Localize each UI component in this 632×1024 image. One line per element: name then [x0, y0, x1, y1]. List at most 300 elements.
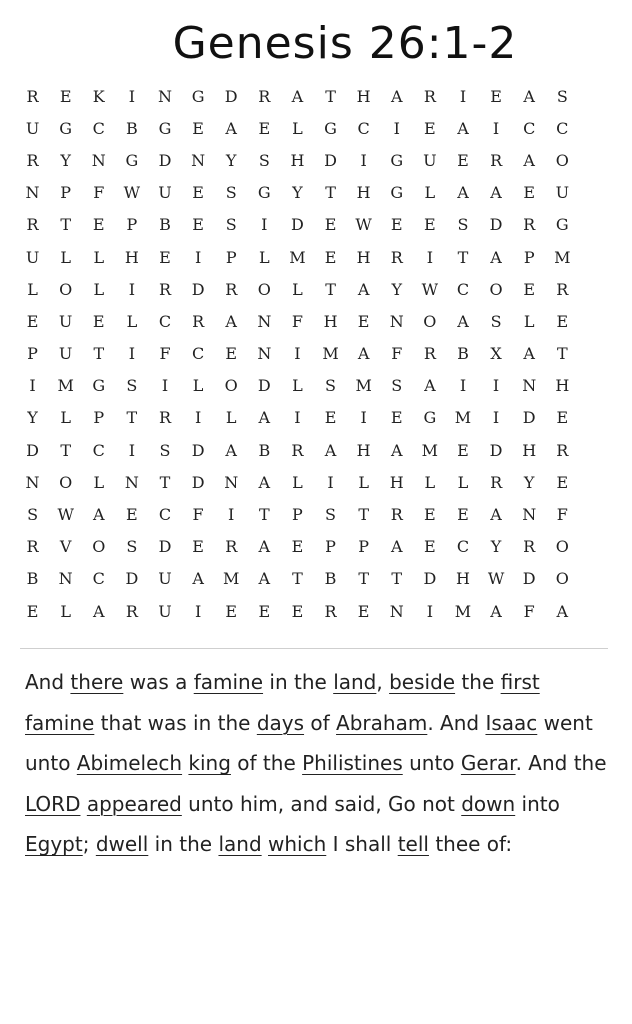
scripture-passage [25, 662, 610, 865]
grid-letter: L [93, 472, 105, 492]
grid-letter: L [292, 279, 303, 299]
grid-row [16, 209, 612, 241]
grid-letter: E [59, 86, 72, 106]
grid-letter: P [358, 537, 370, 557]
grid-letter: P [93, 408, 105, 428]
grid-letter: A [357, 279, 370, 299]
grid-letter: T [556, 344, 568, 364]
grid-letter: N [124, 472, 139, 492]
grid-letter: N [224, 472, 239, 492]
grid-letter: I [360, 150, 367, 170]
grid-letter: H [555, 376, 570, 396]
passage-text: . And [427, 710, 486, 735]
grid-row [16, 563, 612, 595]
grid-letter: D [26, 440, 39, 460]
grid-letter: L [292, 376, 303, 396]
grid-letter: E [457, 505, 469, 525]
grid-letter: I [161, 376, 169, 396]
grid-letter: I [294, 408, 301, 428]
grid-letter: D [522, 408, 536, 428]
grid-letter: G [125, 150, 139, 170]
grid-letter: E [357, 601, 370, 621]
grid-letter: A [490, 247, 502, 267]
grid-letter: M [223, 569, 240, 589]
grid-letter: L [424, 472, 436, 492]
grid-letter: Y [27, 408, 38, 428]
grid-letter: A [225, 440, 237, 460]
grid-letter: E [225, 601, 238, 621]
grid-letter: H [323, 311, 338, 331]
grid-letter: H [290, 150, 305, 170]
grid-letter: R [291, 440, 304, 460]
grid-letter: E [324, 408, 337, 428]
grid-letter: E [457, 440, 469, 460]
grid-letter: C [158, 505, 172, 525]
grid-letter: W [57, 505, 74, 525]
grid-letter: H [356, 86, 371, 106]
grid-letter: R [423, 86, 436, 106]
grid-letter: T [358, 569, 369, 589]
grid-letter: O [92, 537, 106, 557]
grid-letter: E [225, 344, 238, 364]
grid-letter: O [257, 279, 271, 299]
grid-letter: G [158, 118, 172, 138]
grid-letter: W [123, 183, 141, 203]
grid-row [16, 434, 612, 466]
grid-letter: E [457, 150, 469, 170]
grid-letter: A [258, 408, 271, 428]
grid-letter: T [325, 86, 336, 106]
grid-letter: C [191, 344, 205, 364]
grid-letter: E [324, 215, 337, 235]
grid-letter: B [159, 215, 171, 235]
grid-letter: T [60, 440, 71, 460]
grid-letter: E [424, 118, 436, 138]
grid-letter: M [322, 344, 339, 364]
grid-letter: D [158, 537, 172, 557]
grid-row [16, 144, 612, 176]
grid-letter: O [224, 376, 238, 396]
grid-letter: R [26, 150, 39, 170]
grid-letter: N [389, 601, 404, 621]
grid-letter: D [489, 440, 503, 460]
grid-letter: M [57, 376, 74, 396]
passage-text: of [304, 710, 337, 735]
grid-letter: H [456, 569, 470, 589]
grid-letter: I [426, 247, 434, 267]
grid-letter: I [228, 505, 235, 525]
grid-letter: R [26, 537, 39, 557]
grid-letter: B [324, 569, 337, 589]
grid-letter: A [357, 344, 370, 364]
grid-letter: C [523, 118, 536, 138]
grid-letter: T [159, 472, 171, 492]
keyword: Abraham [336, 710, 428, 735]
grid-letter: E [556, 311, 569, 331]
grid-letter: E [424, 537, 436, 557]
grid-letter: M [421, 440, 439, 460]
grid-letter: U [158, 183, 172, 203]
grid-letter: O [59, 472, 73, 492]
grid-letter: E [424, 215, 436, 235]
grid-row [16, 338, 612, 370]
passage-text: went unto [25, 710, 593, 775]
grid-letter: L [292, 472, 303, 492]
keyword: land [218, 832, 262, 856]
grid-letter: S [126, 537, 138, 557]
grid-letter: I [128, 344, 136, 364]
passage-text: in the [148, 832, 219, 856]
grid-letter: G [59, 118, 73, 138]
grid-letter: L [259, 247, 270, 267]
grid-letter: P [523, 247, 535, 267]
grid-row [16, 531, 612, 563]
grid-letter: C [92, 118, 105, 138]
grid-letter: N [522, 376, 537, 396]
grid-letter: A [225, 118, 237, 138]
grid-letter: R [26, 86, 39, 106]
keyword: which [268, 832, 327, 856]
grid-letter: P [292, 505, 303, 525]
grid-letter: F [192, 505, 204, 525]
grid-letter: R [490, 472, 503, 492]
grid-letter: O [423, 311, 437, 331]
grid-letter: A [291, 86, 304, 106]
grid-letter: T [391, 569, 403, 589]
grid-letter: U [555, 183, 570, 203]
grid-letter: L [424, 183, 436, 203]
grid-letter: E [192, 183, 204, 203]
grid-letter: R [225, 537, 238, 557]
grid-letter: R [390, 247, 403, 267]
keyword: Egypt [25, 832, 83, 856]
grid-letter: R [390, 505, 403, 525]
grid-letter: D [191, 440, 205, 460]
grid-letter: N [25, 472, 40, 492]
grid-letter: O [59, 279, 73, 299]
grid-letter: N [522, 505, 537, 525]
grid-letter: I [360, 408, 367, 428]
grid-letter: X [490, 344, 502, 364]
grid-letter: I [294, 344, 301, 364]
grid-letter: C [92, 569, 105, 589]
passage-text: was a [123, 670, 194, 694]
grid-letter: L [60, 408, 71, 428]
grid-letter: D [191, 472, 205, 492]
grid-letter: I [194, 247, 202, 267]
grid-letter: W [355, 215, 372, 235]
grid-letter: N [257, 344, 272, 364]
keyword: first [500, 670, 540, 694]
grid-letter: A [424, 376, 436, 396]
grid-letter: E [26, 601, 39, 621]
keyword: days [256, 710, 305, 735]
grid-letter: B [258, 440, 271, 460]
grid-letter: E [92, 311, 105, 331]
grid-row [16, 595, 612, 627]
grid-letter: L [60, 247, 71, 267]
grid-letter: N [58, 569, 73, 589]
grid-letter: R [523, 215, 536, 235]
grid-letter: R [125, 601, 138, 621]
grid-letter: P [27, 344, 38, 364]
grid-letter: W [487, 569, 505, 589]
grid-letter: R [192, 311, 205, 331]
grid-letter: C [556, 118, 569, 138]
keyword: land [333, 670, 377, 694]
grid-row [16, 498, 612, 530]
grid-letter: U [158, 601, 172, 621]
grid-row [16, 80, 612, 112]
grid-letter: R [423, 344, 436, 364]
grid-letter: D [191, 279, 205, 299]
grid-letter: U [158, 569, 172, 589]
grid-letter: F [391, 344, 403, 364]
grid-letter: R [523, 537, 536, 557]
grid-letter: D [257, 376, 271, 396]
grid-letter: O [489, 279, 503, 299]
grid-letter: E [258, 601, 271, 621]
passage-text: unto him, and said, Go not [181, 791, 462, 816]
passage-text: the [455, 670, 501, 694]
grid-letter: H [356, 247, 371, 267]
grid-letter: A [457, 311, 469, 331]
grid-letter: Y [523, 472, 535, 492]
grid-letter: B [457, 344, 469, 364]
grid-letter: A [192, 569, 204, 589]
grid-letter: A [490, 183, 502, 203]
grid-letter: I [459, 376, 467, 396]
page-title: Genesis 26:1-2 [172, 18, 518, 69]
grid-letter: A [390, 440, 403, 460]
keyword: Philistines [302, 751, 403, 775]
grid-letter: A [390, 86, 403, 106]
grid-letter: U [58, 311, 73, 331]
keyword: king [188, 751, 231, 775]
keyword: Abimelech [76, 751, 183, 775]
grid-letter: P [126, 215, 138, 235]
grid-letter: M [289, 247, 306, 267]
grid-letter: I [261, 215, 268, 235]
grid-letter: G [423, 408, 437, 428]
grid-letter: G [92, 376, 106, 396]
grid-letter: S [391, 376, 403, 396]
grid-letter: R [158, 408, 172, 428]
grid-letter: U [25, 247, 40, 267]
passage-text: unto [402, 751, 461, 775]
grid-letter: A [324, 440, 337, 460]
grid-letter: C [92, 440, 105, 460]
grid-letter: R [225, 279, 238, 299]
grid-letter: T [292, 569, 303, 589]
grid-letter: I [327, 472, 334, 492]
grid-letter: L [358, 472, 369, 492]
grid-row [16, 466, 612, 498]
passage-text: And [25, 670, 71, 694]
keyword: beside [389, 670, 456, 694]
grid-letter: E [324, 247, 337, 267]
grid-letter: E [357, 311, 370, 331]
grid-letter: E [523, 279, 536, 299]
grid-letter: T [325, 279, 336, 299]
passage-text: . And the [515, 751, 607, 775]
grid-letter: F [523, 601, 535, 621]
grid-letter: Y [490, 537, 502, 557]
grid-letter: G [191, 86, 205, 106]
grid-letter: D [125, 569, 139, 589]
grid-letter: U [58, 344, 73, 364]
grid-row [16, 305, 612, 337]
grid-letter: N [25, 183, 40, 203]
grid-letter: V [59, 537, 72, 557]
keyword: Gerar [460, 751, 516, 775]
passage-text: , [376, 670, 390, 694]
grid-letter: S [225, 215, 237, 235]
grid-row [16, 370, 612, 402]
grid-letter: A [523, 150, 535, 170]
passage-text: I shall [326, 832, 398, 856]
grid-letter: S [225, 183, 237, 203]
grid-letter: A [457, 183, 469, 203]
grid-letter: N [257, 311, 272, 331]
grid-letter: I [128, 279, 136, 299]
divider [20, 648, 608, 649]
grid-letter: F [93, 183, 105, 203]
grid-letter: Y [60, 150, 71, 170]
grid-letter: W [421, 279, 439, 299]
passage-text: thee of: [428, 832, 513, 856]
grid-letter: F [159, 344, 171, 364]
grid-letter: A [490, 601, 502, 621]
passage-text: ; [82, 832, 96, 856]
grid-letter: T [325, 183, 336, 203]
grid-letter: I [29, 376, 36, 396]
grid-letter: G [390, 150, 404, 170]
grid-letter: H [356, 440, 371, 460]
grid-row [16, 273, 612, 305]
grid-letter: O [555, 537, 569, 557]
grid-letter: S [457, 215, 469, 235]
grid-letter: T [126, 408, 138, 428]
grid-letter: I [492, 408, 500, 428]
grid-letter: E [159, 247, 171, 267]
grid-letter: E [192, 215, 204, 235]
grid-letter: N [91, 150, 106, 170]
grid-letter: Y [292, 183, 303, 203]
grid-letter: H [124, 247, 139, 267]
grid-letter: S [27, 505, 39, 525]
grid-letter: R [556, 440, 569, 460]
grid-letter: E [126, 505, 138, 525]
grid-letter: A [457, 118, 469, 138]
grid-letter: E [390, 408, 403, 428]
grid-letter: P [60, 183, 72, 203]
grid-letter: T [60, 215, 71, 235]
grid-letter: L [27, 279, 38, 299]
grid-letter: G [324, 118, 337, 138]
grid-letter: H [356, 183, 371, 203]
grid-letter: S [258, 150, 270, 170]
grid-letter: E [291, 537, 304, 557]
grid-letter: D [158, 150, 172, 170]
word-search-grid [16, 80, 612, 627]
grid-letter: S [325, 505, 337, 525]
passage-text: of the [230, 751, 303, 775]
grid-letter: R [556, 279, 569, 299]
grid-letter: S [159, 440, 171, 460]
grid-letter: E [192, 118, 204, 138]
grid-letter: I [393, 118, 400, 138]
grid-letter: E [523, 183, 536, 203]
grid-letter: G [390, 183, 404, 203]
grid-letter: A [523, 86, 535, 106]
grid-letter: S [325, 376, 337, 396]
grid-letter: Y [225, 150, 237, 170]
grid-letter: S [490, 311, 502, 331]
grid-letter: E [390, 215, 403, 235]
grid-letter: E [556, 472, 569, 492]
grid-letter: U [423, 150, 437, 170]
keyword: appeared [86, 791, 182, 816]
grid-letter: A [258, 472, 271, 492]
keyword: famine [193, 670, 264, 694]
grid-letter: T [258, 505, 270, 525]
grid-letter: P [225, 247, 237, 267]
grid-letter: L [93, 247, 105, 267]
passage-text: that was in the [94, 710, 257, 735]
grid-letter: M [454, 408, 472, 428]
grid-letter: I [194, 601, 202, 621]
grid-letter: L [292, 118, 303, 138]
keyword: dwell [95, 832, 149, 856]
grid-letter: T [93, 344, 105, 364]
keyword: down [461, 791, 516, 816]
keyword: LORD [25, 791, 81, 816]
grid-letter: E [26, 311, 39, 331]
grid-letter: L [60, 601, 71, 621]
grid-letter: O [555, 150, 569, 170]
passage-text: into [515, 791, 560, 816]
grid-letter: U [25, 118, 40, 138]
grid-letter: R [26, 215, 39, 235]
grid-letter: M [454, 601, 472, 621]
grid-letter: T [457, 247, 469, 267]
grid-letter: M [554, 247, 571, 267]
grid-letter: L [523, 311, 535, 331]
grid-letter: B [26, 569, 39, 589]
grid-letter: Y [391, 279, 403, 299]
grid-letter: S [556, 86, 568, 106]
grid-letter: L [192, 376, 204, 396]
grid-row [16, 177, 612, 209]
grid-letter: A [92, 505, 105, 525]
grid-letter: I [194, 408, 202, 428]
grid-letter: I [128, 86, 136, 106]
grid-letter: A [556, 601, 569, 621]
grid-letter: A [225, 311, 237, 331]
keyword: Isaac [485, 710, 538, 735]
keyword: there [70, 670, 124, 694]
grid-letter: R [158, 279, 172, 299]
grid-letter: K [92, 86, 105, 106]
grid-letter: N [191, 150, 206, 170]
passage-text: in the [263, 670, 334, 694]
grid-letter: R [324, 601, 337, 621]
grid-letter: C [158, 311, 172, 331]
grid-letter: D [224, 86, 238, 106]
grid-letter: R [490, 150, 503, 170]
grid-letter: C [456, 537, 470, 557]
